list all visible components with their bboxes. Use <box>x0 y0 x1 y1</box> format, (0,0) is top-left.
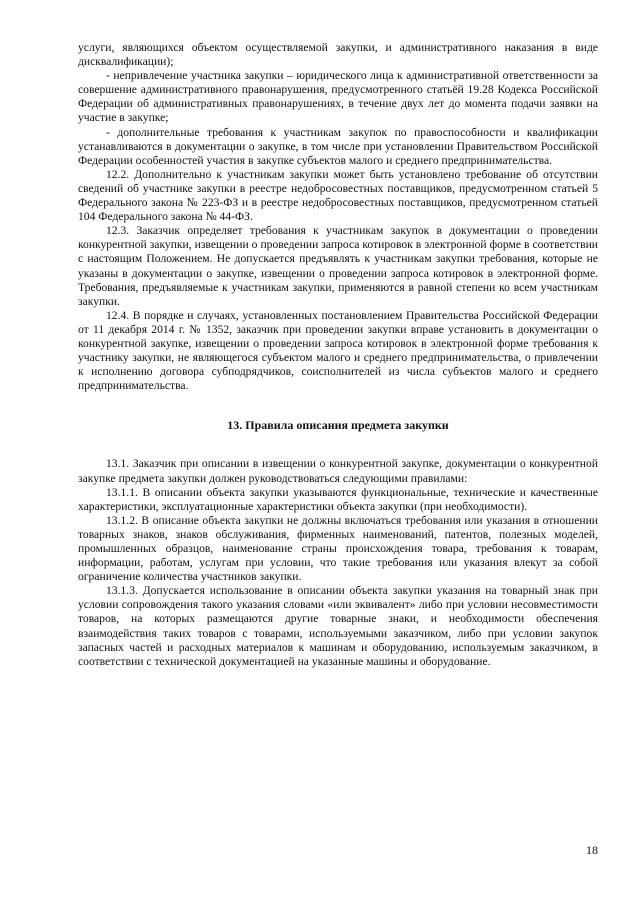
section-heading: 13. Правила описания предмета закупки <box>227 418 449 433</box>
list-item-additional-requirements: - дополнительные требования к участникам закупок по правоспособности и квалификации устанавливаются в документации о закупке, в том числе при установлении Правительством Российской Федерации особенностей участия в закупке субъектов малого и среднего предпринимательства. <box>78 125 598 167</box>
paragraph-12-3: 12.3. Заказчик определяет требования к участникам закупок в документации о проведении конкурентной закупки, извещении о проведении запроса котировок в электронной форме в соответствии с настоящим Положением. Не допускается предъявлять к участникам закупки требования, которые не указаны в документации о закупке, извещении о проведении запроса котировок в электронной форме. Требования, предъявляемые к участникам закупки, применяются в равной степени ко всем участникам закупки. <box>78 224 598 308</box>
list-item-no-admin-liability: - непривлечение участника закупки – юридического лица к административной ответственности за совершение административного правонарушения, предусмотренного статьёй 19.28 Кодекса Российской Федерации об административных правонарушениях, в течение двух лет до момента подачи заявки на участие в закупке; <box>78 69 598 125</box>
paragraph-continuation: услуги, являющихся объектом осуществляемой закупки, и административного наказания в виде дисквалификации); <box>78 41 598 69</box>
page-number: 18 <box>586 843 598 857</box>
paragraph-12-2: 12.2. Дополнительно к участникам закупки может быть установлено требование об отсутствии сведений об участнике закупки в реестре недобросовестных поставщиков, предусмотренном статьей 5 Федерального закона № 223-ФЗ и в реестре недобросовестных поставщиков, предусмотренном статьей 104 Федерального закона № 44-ФЗ. <box>78 167 598 224</box>
paragraph-13-1: 13.1. Заказчик при описании в извещении о конкурентной закупке, документации о конкурентной закупке предмета закупки должен руководствоваться следующими правилами: <box>78 457 598 485</box>
paragraph-12-4: 12.4. В порядке и случаях, установленных постановлением Правительства Российской Федерации от 11 декабря 2014 г. № 1352, заказчик при проведении закупки вправе установить в документации о конкурентной закупке, извещении о проведении запроса котировок в электронной форме требования к участнику закупки, не являющегося субъектом малого и среднего предпринимательства, о привлечении к исполнению договора субподрядчиков, соисполнителей из числа субъектов малого и среднего предпринимательства. <box>78 308 598 393</box>
paragraph-13-1-1: 13.1.1. В описании объекта закупки указываются функциональные, технические и качественные характеристики, эксплуатационные характеристики объекта закупки (при необходимости). <box>78 485 598 513</box>
document-page <box>78 41 598 669</box>
paragraph-13-1-2: 13.1.2. В описание объекта закупки не должны включаться требования или указания в отношении товарных знаков, знаков обслуживания, фирменных наименований, патентов, полезных моделей, промышленных образцов, наименование страны происхождения товара, требования к товарам, информации, работам, услугам при условии, что такие требования или указания влекут за собой ограничение количества участников закупки. <box>78 513 598 584</box>
paragraph-13-1-3: 13.1.3. Допускается использование в описании объекта закупки указания на товарный знак при условии сопровождения такого указания словами «или эквивалент» либо при условии несовместимости товаров, на которых размещаются другие товарные знаки, и необходимости обеспечения взаимодействия таких товаров с товарами, используемыми заказчиком, либо при условии закупок запасных частей и расходных материалов к машинам и оборудованию, используемым заказчиком, в соответствии с технической документацией на указанные машины и оборудование. <box>78 584 598 668</box>
